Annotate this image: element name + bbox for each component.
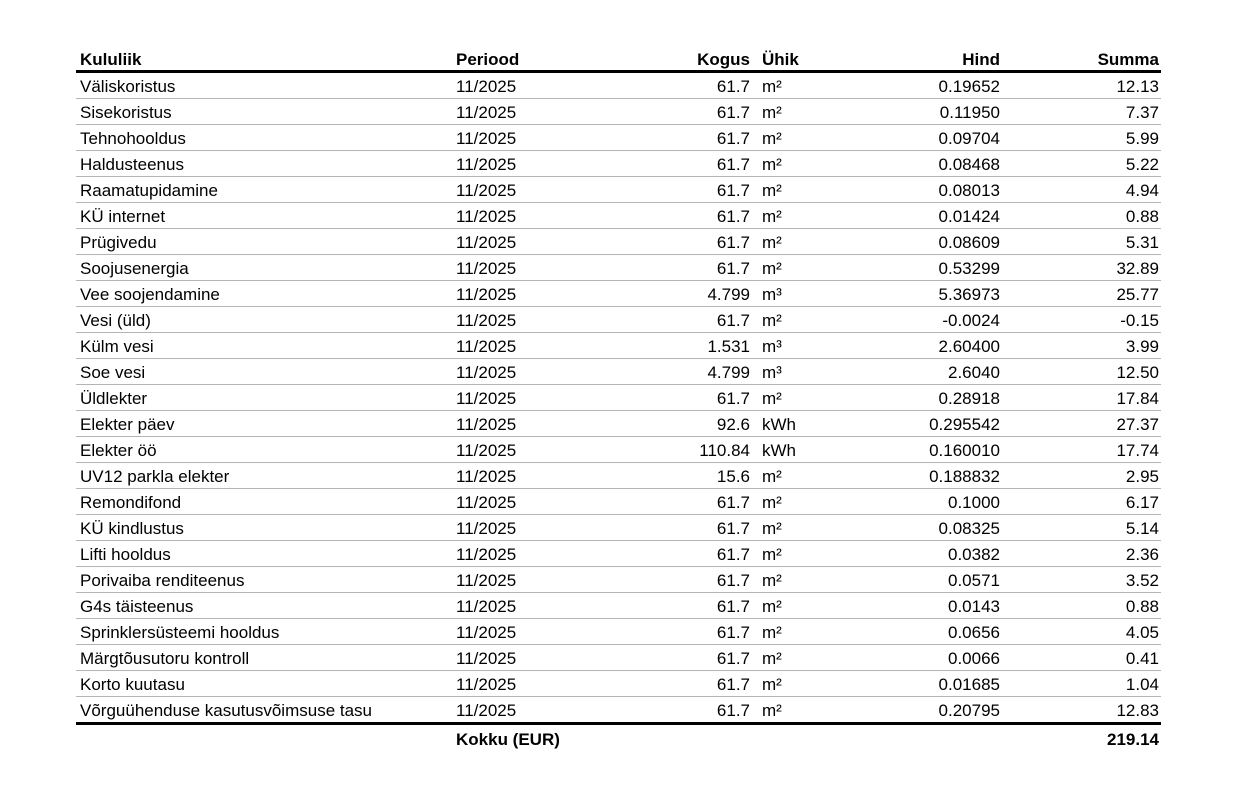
cell-sum: 25.77 bbox=[1002, 281, 1161, 307]
cell-sum: 17.84 bbox=[1002, 385, 1161, 411]
cell-period: 11/2025 bbox=[452, 489, 602, 515]
cell-unit: m² bbox=[752, 255, 812, 281]
cell-period: 11/2025 bbox=[452, 541, 602, 567]
cell-price: 0.0382 bbox=[812, 541, 1002, 567]
total-spacer-3 bbox=[812, 724, 1002, 754]
header-unit: Ühik bbox=[752, 46, 812, 72]
cell-price: 0.28918 bbox=[812, 385, 1002, 411]
table-row bbox=[76, 359, 1161, 385]
table-row bbox=[76, 671, 1161, 697]
cell-price: 0.0571 bbox=[812, 567, 1002, 593]
cell-price: 0.01685 bbox=[812, 671, 1002, 697]
cell-quantity: 61.7 bbox=[602, 151, 752, 177]
cell-unit: m² bbox=[752, 645, 812, 671]
cell-sum: 1.04 bbox=[1002, 671, 1161, 697]
cell-sum: 0.41 bbox=[1002, 645, 1161, 671]
cell-quantity: 61.7 bbox=[602, 619, 752, 645]
cell-item: Üldlekter bbox=[76, 385, 452, 411]
cell-period: 11/2025 bbox=[452, 385, 602, 411]
cell-quantity: 61.7 bbox=[602, 593, 752, 619]
cell-unit: m² bbox=[752, 541, 812, 567]
header-quantity: Kogus bbox=[602, 46, 752, 72]
cell-unit: m² bbox=[752, 619, 812, 645]
table-row bbox=[76, 333, 1161, 359]
table-row bbox=[76, 437, 1161, 463]
cell-period: 11/2025 bbox=[452, 281, 602, 307]
cell-sum: 0.88 bbox=[1002, 593, 1161, 619]
table-row bbox=[76, 151, 1161, 177]
cell-price: 0.11950 bbox=[812, 99, 1002, 125]
cell-unit: m² bbox=[752, 177, 812, 203]
header-row bbox=[76, 46, 1161, 72]
cell-unit: m² bbox=[752, 567, 812, 593]
cell-item: Märgtõusutoru kontroll bbox=[76, 645, 452, 671]
cell-sum: -0.15 bbox=[1002, 307, 1161, 333]
cell-item: Remondifond bbox=[76, 489, 452, 515]
cell-item: UV12 parkla elekter bbox=[76, 463, 452, 489]
cell-item: Võrguühenduse kasutusvõimsuse tasu bbox=[76, 697, 452, 724]
cell-item: Haldusteenus bbox=[76, 151, 452, 177]
cell-quantity: 61.7 bbox=[602, 645, 752, 671]
table-row bbox=[76, 177, 1161, 203]
cell-item: KÜ kindlustus bbox=[76, 515, 452, 541]
cell-period: 11/2025 bbox=[452, 437, 602, 463]
cell-period: 11/2025 bbox=[452, 177, 602, 203]
cell-price: 0.188832 bbox=[812, 463, 1002, 489]
cell-item: Soojusenergia bbox=[76, 255, 452, 281]
cell-quantity: 61.7 bbox=[602, 567, 752, 593]
cell-sum: 17.74 bbox=[1002, 437, 1161, 463]
cell-sum: 4.05 bbox=[1002, 619, 1161, 645]
table-row bbox=[76, 645, 1161, 671]
cell-sum: 0.88 bbox=[1002, 203, 1161, 229]
cell-quantity: 4.799 bbox=[602, 281, 752, 307]
total-spacer-2 bbox=[752, 724, 812, 754]
header-period: Periood bbox=[452, 46, 602, 72]
total-value: 219.14 bbox=[1107, 730, 1159, 749]
table-row bbox=[76, 385, 1161, 411]
cell-sum: 2.95 bbox=[1002, 463, 1161, 489]
cell-sum: 4.94 bbox=[1002, 177, 1161, 203]
cell-price: 0.08609 bbox=[812, 229, 1002, 255]
cell-period: 11/2025 bbox=[452, 463, 602, 489]
cell-item: Elekter päev bbox=[76, 411, 452, 437]
table-row bbox=[76, 255, 1161, 281]
cell-unit: m² bbox=[752, 671, 812, 697]
cost-table bbox=[76, 46, 1161, 753]
table-row bbox=[76, 125, 1161, 151]
cell-quantity: 92.6 bbox=[602, 411, 752, 437]
cell-price: 0.0066 bbox=[812, 645, 1002, 671]
cell-price: 0.53299 bbox=[812, 255, 1002, 281]
cell-price: 0.09704 bbox=[812, 125, 1002, 151]
table-row bbox=[76, 541, 1161, 567]
cell-item: Porivaiba renditeenus bbox=[76, 567, 452, 593]
cell-period: 11/2025 bbox=[452, 619, 602, 645]
cell-unit: m² bbox=[752, 229, 812, 255]
cell-quantity: 15.6 bbox=[602, 463, 752, 489]
cell-sum: 5.14 bbox=[1002, 515, 1161, 541]
cell-price: 0.01424 bbox=[812, 203, 1002, 229]
cell-period: 11/2025 bbox=[452, 645, 602, 671]
cell-price: 5.36973 bbox=[812, 281, 1002, 307]
cell-price: 0.0143 bbox=[812, 593, 1002, 619]
cell-period: 11/2025 bbox=[452, 593, 602, 619]
cell-unit: m² bbox=[752, 489, 812, 515]
cell-period: 11/2025 bbox=[452, 72, 602, 99]
cell-sum: 7.37 bbox=[1002, 99, 1161, 125]
table-row bbox=[76, 72, 1161, 99]
cell-price: 0.160010 bbox=[812, 437, 1002, 463]
cell-period: 11/2025 bbox=[452, 359, 602, 385]
table-row bbox=[76, 99, 1161, 125]
cell-quantity: 61.7 bbox=[602, 541, 752, 567]
cell-period: 11/2025 bbox=[452, 411, 602, 437]
cell-price: 0.08325 bbox=[812, 515, 1002, 541]
table-row bbox=[76, 697, 1161, 724]
cell-price: 2.60400 bbox=[812, 333, 1002, 359]
cell-quantity: 1.531 bbox=[602, 333, 752, 359]
cell-quantity: 61.7 bbox=[602, 515, 752, 541]
table-row bbox=[76, 203, 1161, 229]
cell-period: 11/2025 bbox=[452, 125, 602, 151]
cell-unit: m² bbox=[752, 203, 812, 229]
cell-item: Soe vesi bbox=[76, 359, 452, 385]
cell-quantity: 61.7 bbox=[602, 99, 752, 125]
cell-item: Raamatupidamine bbox=[76, 177, 452, 203]
cell-item: Lifti hooldus bbox=[76, 541, 452, 567]
cell-price: 0.1000 bbox=[812, 489, 1002, 515]
cell-item: Tehnohooldus bbox=[76, 125, 452, 151]
header-sum: Summa bbox=[1002, 46, 1161, 72]
cell-quantity: 61.7 bbox=[602, 229, 752, 255]
cell-sum: 5.31 bbox=[1002, 229, 1161, 255]
cell-item: Prügivedu bbox=[76, 229, 452, 255]
cell-sum: 5.99 bbox=[1002, 125, 1161, 151]
table-row bbox=[76, 619, 1161, 645]
cell-quantity: 61.7 bbox=[602, 72, 752, 99]
cell-unit: m² bbox=[752, 151, 812, 177]
cell-quantity: 61.7 bbox=[602, 125, 752, 151]
cell-unit: m² bbox=[752, 463, 812, 489]
table-row bbox=[76, 411, 1161, 437]
cell-item: Sisekoristus bbox=[76, 99, 452, 125]
cell-quantity: 61.7 bbox=[602, 385, 752, 411]
cell-unit: kWh bbox=[752, 437, 812, 463]
total-spacer bbox=[76, 724, 452, 754]
cell-unit: m² bbox=[752, 307, 812, 333]
cell-quantity: 61.7 bbox=[602, 203, 752, 229]
cell-unit: kWh bbox=[752, 411, 812, 437]
cell-quantity: 110.84 bbox=[602, 437, 752, 463]
cell-price: 0.20795 bbox=[812, 697, 1002, 724]
cell-unit: m³ bbox=[752, 359, 812, 385]
cell-sum: 6.17 bbox=[1002, 489, 1161, 515]
cell-price: 0.08468 bbox=[812, 151, 1002, 177]
cell-item: Väliskoristus bbox=[76, 72, 452, 99]
cell-item: Korto kuutasu bbox=[76, 671, 452, 697]
table-body bbox=[76, 72, 1161, 724]
cell-unit: m² bbox=[752, 593, 812, 619]
cell-item: Sprinklersüsteemi hooldus bbox=[76, 619, 452, 645]
cell-period: 11/2025 bbox=[452, 697, 602, 724]
cell-sum: 2.36 bbox=[1002, 541, 1161, 567]
cell-sum: 12.83 bbox=[1002, 697, 1161, 724]
table-row bbox=[76, 593, 1161, 619]
total-row bbox=[76, 724, 1161, 754]
table-row bbox=[76, 463, 1161, 489]
cell-price: -0.0024 bbox=[812, 307, 1002, 333]
cell-unit: m² bbox=[752, 385, 812, 411]
cell-sum: 12.13 bbox=[1002, 72, 1161, 99]
cell-period: 11/2025 bbox=[452, 255, 602, 281]
cell-period: 11/2025 bbox=[452, 671, 602, 697]
cell-price: 0.0656 bbox=[812, 619, 1002, 645]
cell-quantity: 61.7 bbox=[602, 255, 752, 281]
cell-period: 11/2025 bbox=[452, 203, 602, 229]
cell-quantity: 61.7 bbox=[602, 177, 752, 203]
cell-quantity: 61.7 bbox=[602, 697, 752, 724]
cell-period: 11/2025 bbox=[452, 515, 602, 541]
cell-unit: m² bbox=[752, 697, 812, 724]
cell-sum: 12.50 bbox=[1002, 359, 1161, 385]
header-item: Kululiik bbox=[76, 46, 452, 72]
cost-statement bbox=[76, 46, 1161, 753]
table-row bbox=[76, 567, 1161, 593]
cell-unit: m³ bbox=[752, 281, 812, 307]
cell-price: 2.6040 bbox=[812, 359, 1002, 385]
cell-price: 0.295542 bbox=[812, 411, 1002, 437]
cell-period: 11/2025 bbox=[452, 567, 602, 593]
table-row bbox=[76, 489, 1161, 515]
header-price: Hind bbox=[812, 46, 1002, 72]
table-row bbox=[76, 307, 1161, 333]
cell-sum: 5.22 bbox=[1002, 151, 1161, 177]
cell-item: G4s täisteenus bbox=[76, 593, 452, 619]
table-row bbox=[76, 281, 1161, 307]
cell-quantity: 61.7 bbox=[602, 489, 752, 515]
cell-sum: 32.89 bbox=[1002, 255, 1161, 281]
cell-quantity: 61.7 bbox=[602, 307, 752, 333]
cell-price: 0.08013 bbox=[812, 177, 1002, 203]
table-row bbox=[76, 515, 1161, 541]
cell-quantity: 4.799 bbox=[602, 359, 752, 385]
cell-item: Vesi (üld) bbox=[76, 307, 452, 333]
cell-unit: m² bbox=[752, 125, 812, 151]
cell-sum: 3.99 bbox=[1002, 333, 1161, 359]
cell-price: 0.19652 bbox=[812, 72, 1002, 99]
cell-unit: m² bbox=[752, 99, 812, 125]
cell-item: Vee soojendamine bbox=[76, 281, 452, 307]
cell-item: Külm vesi bbox=[76, 333, 452, 359]
cell-period: 11/2025 bbox=[452, 307, 602, 333]
cell-unit: m² bbox=[752, 515, 812, 541]
cell-unit: m² bbox=[752, 72, 812, 99]
cell-period: 11/2025 bbox=[452, 99, 602, 125]
cell-quantity: 61.7 bbox=[602, 671, 752, 697]
cell-item: Elekter öö bbox=[76, 437, 452, 463]
cell-period: 11/2025 bbox=[452, 333, 602, 359]
total-label: Kokku (EUR) bbox=[456, 730, 560, 749]
cell-unit: m³ bbox=[752, 333, 812, 359]
table-row bbox=[76, 229, 1161, 255]
cell-sum: 3.52 bbox=[1002, 567, 1161, 593]
cell-period: 11/2025 bbox=[452, 151, 602, 177]
cell-item: KÜ internet bbox=[76, 203, 452, 229]
cell-sum: 27.37 bbox=[1002, 411, 1161, 437]
cell-period: 11/2025 bbox=[452, 229, 602, 255]
